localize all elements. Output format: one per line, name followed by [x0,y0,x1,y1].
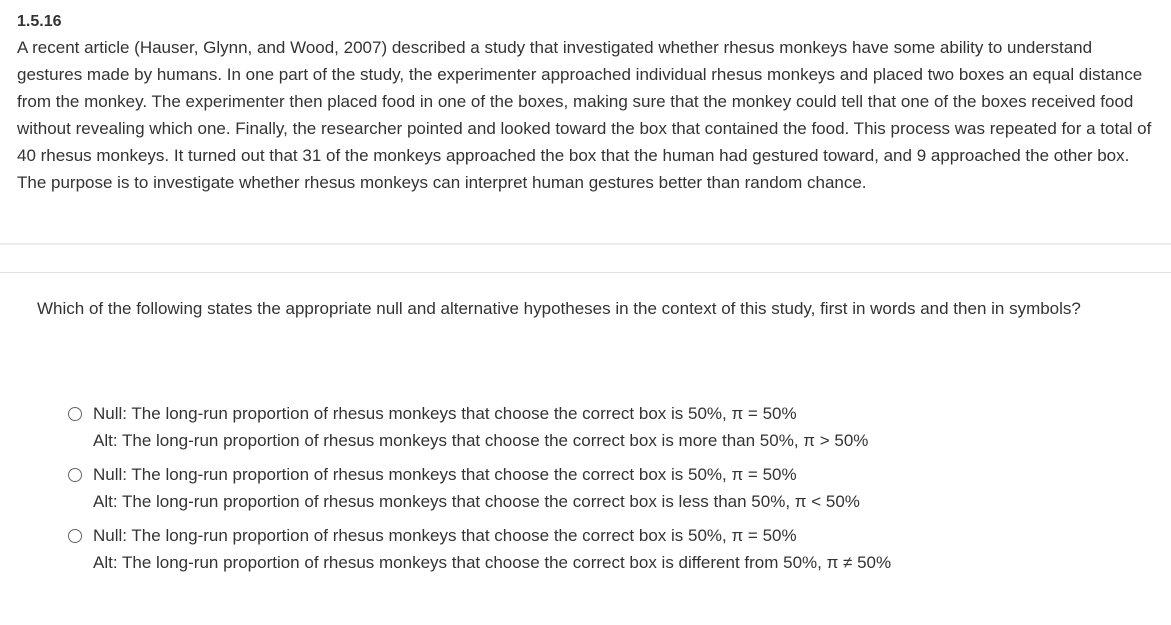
problem-number: 1.5.16 [17,13,62,30]
answer-option-text [93,400,868,454]
null-hypothesis: Null: The long-run proportion of rhesus monkeys that choose the correct box is 50%, π = 50% [93,526,797,545]
radio-button-icon[interactable] [68,529,82,543]
answer-option-text [93,522,891,576]
radio-button-icon[interactable] [68,407,82,421]
section-divider-top [0,243,1171,245]
null-hypothesis: Null: The long-run proportion of rhesus monkeys that choose the correct box is 50%, π = 50% [93,404,797,423]
alternative-hypothesis: Alt: The long-run proportion of rhesus monkeys that choose the correct box is less than 50%, π < 50% [93,492,860,511]
radio-button-icon[interactable] [68,468,82,482]
section-divider-bottom [0,272,1171,273]
null-hypothesis: Null: The long-run proportion of rhesus monkeys that choose the correct box is 50%, π = 50% [93,465,797,484]
problem-section [17,10,1157,196]
problem-text: A recent article (Hauser, Glynn, and Wood, 2007) described a study that investigated whether rhesus monkeys have some ability to understand gestures made by humans. In one part of the study, the experimenter approached individual rhesus monkeys and placed two boxes an equal distance from the monkey. The experimenter then placed food in one of the boxes, making sure that the monkey could tell that one of the boxes received food without revealing which one. Finally, the researcher pointed and looked toward the box that contained the food. This process was repeated for a total of 40 rhesus monkeys. It turned out that 31 of the monkeys approached the box that the human had gestured toward, and 9 approached the other box. The purpose is to investigate whether rhesus monkeys can interpret human gestures better than random chance. [17,38,1152,192]
answer-option-2[interactable] [68,461,1128,515]
answer-option-text [93,461,860,515]
answer-option-1[interactable] [68,400,1128,454]
answer-option-3[interactable] [68,522,1128,576]
question-text: Which of the following states the appropriate null and alternative hypotheses in the context of this study, first in words and then in symbols? [37,299,1081,318]
alternative-hypothesis: Alt: The long-run proportion of rhesus monkeys that choose the correct box is more than 50%, π > 50% [93,431,869,450]
alternative-hypothesis: Alt: The long-run proportion of rhesus monkeys that choose the correct box is different from 50%, π ≠ 50% [93,553,892,572]
answer-options [68,400,1128,583]
